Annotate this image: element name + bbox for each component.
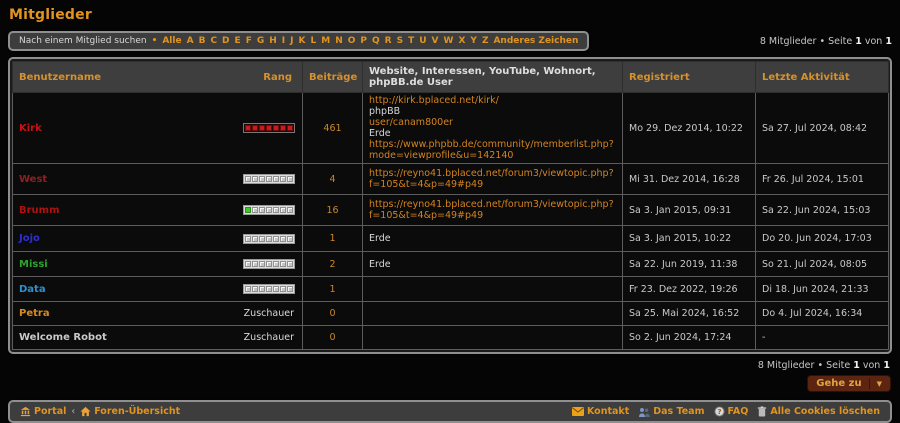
letter-link-B[interactable]: B — [198, 36, 206, 46]
website-link[interactable]: http://kirk.bplaced.net/kirk/ — [369, 95, 499, 106]
last-active-cell: Di 18. Jun 2024, 21:33 — [756, 277, 889, 302]
filter-other-char-link[interactable]: Anderes Zeichen — [493, 36, 579, 46]
header-posts[interactable]: Beiträge — [303, 62, 363, 93]
rank-block — [266, 207, 272, 213]
footer-link-das-team[interactable] — [638, 406, 704, 417]
footer-link-foren-bersicht[interactable] — [80, 406, 180, 417]
letter-link-V[interactable]: V — [431, 36, 439, 46]
posts-count-link[interactable]: 461 — [323, 122, 342, 134]
rank-block — [266, 125, 272, 131]
table-row — [13, 326, 889, 350]
rank-block — [287, 286, 293, 292]
button-divider — [869, 378, 870, 389]
website-link[interactable]: https://www.phpbb.de/community/memberlist.php?mode=viewprofile&u=142140 — [369, 139, 614, 161]
username-cell — [13, 326, 303, 350]
letter-link-A[interactable]: A — [186, 36, 194, 46]
rank-block — [280, 207, 286, 213]
rank-block — [266, 176, 272, 182]
footer-link-faq[interactable] — [714, 406, 749, 417]
last-active-cell: Do 4. Jul 2024, 16:34 — [756, 302, 889, 326]
rank-block — [259, 176, 265, 182]
username-link[interactable]: Missi — [19, 258, 48, 270]
posts-count-link[interactable]: 2 — [329, 258, 336, 270]
website-cell — [363, 252, 623, 277]
rank-image — [243, 259, 295, 269]
page-title: Mitglieder — [9, 7, 92, 23]
letter-link-U[interactable]: U — [419, 36, 427, 46]
letter-link-L[interactable]: L — [310, 36, 317, 46]
website-link[interactable]: user/canam800er — [369, 117, 453, 128]
page-label: Seite — [828, 35, 853, 47]
rank-block — [252, 207, 258, 213]
rank-block — [287, 207, 293, 213]
table-header-row — [13, 62, 889, 93]
registered-cell: Sa 3. Jan 2015, 10:22 — [623, 226, 756, 252]
rank-block — [259, 236, 265, 242]
registered-cell: Fr 23. Dez 2022, 19:26 — [623, 277, 756, 302]
posts-count-link[interactable]: 0 — [329, 332, 336, 343]
rank-block — [252, 125, 258, 131]
rank-label: Zuschauer — [243, 308, 294, 319]
posts-cell — [303, 164, 363, 195]
alphabet-links — [187, 36, 489, 46]
rank-block — [280, 176, 286, 182]
page-label: Seite — [826, 360, 851, 371]
footer-link-kontakt[interactable] — [572, 406, 629, 417]
breadcrumb-separator: ‹ — [71, 406, 76, 417]
rank-block — [245, 125, 251, 131]
username-link[interactable]: Welcome Robot — [19, 332, 107, 343]
rank-block — [273, 207, 279, 213]
posts-cell — [303, 195, 363, 226]
table-row — [13, 93, 889, 164]
members-table-panel — [8, 57, 892, 354]
letter-link-K[interactable]: K — [298, 36, 306, 46]
website-cell — [363, 93, 623, 164]
username-cell — [13, 93, 303, 164]
footer-link-label: Portal — [34, 406, 67, 417]
member-count: 8 Mitglieder — [759, 35, 817, 47]
letter-link-S[interactable]: S — [396, 36, 404, 46]
letter-link-P[interactable]: P — [360, 36, 368, 46]
website-cell — [363, 226, 623, 252]
rank-block — [273, 176, 279, 182]
username-cell — [13, 277, 303, 302]
rank-block — [259, 286, 265, 292]
letter-link-J[interactable]: J — [290, 36, 294, 46]
last-active-cell: Fr 26. Jul 2024, 15:01 — [756, 164, 889, 195]
posts-count-link[interactable]: 1 — [329, 233, 336, 244]
chevron-down-icon[interactable]: ▼ — [876, 379, 882, 388]
footer-link-label: FAQ — [727, 406, 749, 417]
username-cell — [13, 195, 303, 226]
faq-icon — [714, 406, 725, 417]
table-row — [13, 195, 889, 226]
total-pages: 1 — [885, 35, 892, 47]
last-active-cell: So 21. Jul 2024, 08:05 — [756, 252, 889, 277]
team-icon — [638, 407, 650, 417]
goto-button-label: Gehe zu — [816, 378, 862, 389]
header-last-active[interactable]: Letzte Aktivität — [756, 62, 889, 93]
registered-cell: Sa 22. Jun 2019, 11:38 — [623, 252, 756, 277]
bullet-separator: • — [151, 36, 158, 46]
rank-block — [273, 125, 279, 131]
profile-field-text: Erde — [369, 258, 391, 270]
trash-icon — [757, 406, 767, 417]
letter-link-Q[interactable]: Q — [372, 36, 380, 46]
posts-cell — [303, 252, 363, 277]
letter-link-I[interactable]: I — [281, 36, 286, 46]
member-search-bar — [8, 31, 589, 51]
registered-cell: Mo 29. Dez 2014, 10:22 — [623, 93, 756, 164]
rank-block — [280, 261, 286, 267]
letter-link-F[interactable]: F — [245, 36, 252, 46]
footer-link-label: Kontakt — [586, 406, 630, 417]
pagination-top — [760, 36, 892, 47]
members-table-body — [13, 93, 889, 350]
website-cell — [363, 195, 623, 226]
svg-text:?: ? — [716, 407, 722, 417]
header-username[interactable]: Benutzername — [19, 71, 102, 83]
username-cell — [13, 164, 303, 195]
rank-block — [287, 261, 293, 267]
username-link[interactable]: Petra — [19, 308, 50, 319]
posts-cell — [303, 277, 363, 302]
website-cell — [363, 164, 623, 195]
rank-block — [280, 125, 286, 131]
rank-block — [266, 286, 272, 292]
footer-link-alle-cookies-l-schen[interactable] — [757, 406, 880, 417]
posts-cell — [303, 226, 363, 252]
rank-image — [243, 174, 295, 184]
website-cell — [363, 277, 623, 302]
rank-block — [266, 236, 272, 242]
rank-image — [243, 205, 295, 215]
member-count: 8 Mitglieder — [757, 360, 815, 371]
letter-link-W[interactable]: W — [443, 36, 454, 46]
registered-cell: So 2. Jun 2024, 17:24 — [623, 326, 756, 350]
bullet-separator: • — [817, 360, 824, 371]
registered-cell: Sa 25. Mai 2024, 16:52 — [623, 302, 756, 326]
total-pages: 1 — [883, 360, 890, 371]
footer-link-label: Das Team — [653, 406, 705, 417]
last-active-cell: Sa 27. Jul 2024, 08:42 — [756, 93, 889, 164]
rank-label: Zuschauer — [243, 332, 294, 343]
goto-button[interactable] — [807, 375, 891, 392]
posts-count-link[interactable]: 0 — [329, 308, 336, 319]
letter-link-M[interactable]: M — [321, 36, 331, 46]
of-label: von — [862, 360, 881, 371]
last-active-cell: Sa 22. Jun 2024, 15:03 — [756, 195, 889, 226]
rank-image — [243, 284, 295, 294]
last-active-cell: Do 20. Jun 2024, 17:03 — [756, 226, 889, 252]
rank-block — [259, 261, 265, 267]
bullet-separator: • — [819, 35, 826, 47]
rank-block — [287, 125, 293, 131]
home-icon — [80, 406, 91, 417]
letter-link-X[interactable]: X — [458, 36, 466, 46]
rank-block — [245, 207, 251, 213]
of-label: von — [864, 35, 883, 47]
table-row — [13, 226, 889, 252]
letter-link-D[interactable]: D — [222, 36, 230, 46]
rank-block — [287, 236, 293, 242]
rank-block — [259, 125, 265, 131]
letter-link-T[interactable]: T — [408, 36, 415, 46]
rank-image — [243, 123, 295, 133]
registered-cell: Sa 3. Jan 2015, 09:31 — [623, 195, 756, 226]
filter-all-link[interactable]: Alle — [162, 36, 182, 46]
mail-icon — [572, 407, 584, 416]
rank-block — [252, 236, 258, 242]
search-member-link[interactable]: Nach einem Mitglied suchen — [19, 36, 147, 46]
username-link[interactable]: Kirk — [19, 122, 42, 134]
rank-block — [273, 236, 279, 242]
footer-link-portal[interactable] — [20, 406, 66, 417]
footer-links — [563, 406, 880, 417]
posts-cell — [303, 326, 363, 350]
rank-image — [243, 234, 295, 244]
letter-link-Y[interactable]: Y — [470, 36, 477, 46]
table-row — [13, 252, 889, 277]
footer-link-label: Alle Cookies löschen — [770, 406, 880, 417]
website-cell — [363, 302, 623, 326]
rank-block — [245, 286, 251, 292]
rank-block — [280, 236, 286, 242]
rank-block — [280, 286, 286, 292]
letter-link-N[interactable]: N — [335, 36, 343, 46]
table-row — [13, 164, 889, 195]
letter-link-O[interactable]: O — [347, 36, 356, 46]
last-active-cell: - — [756, 326, 889, 350]
rank-block — [252, 176, 258, 182]
header-website: Website, Interessen, YouTube, Wohnort, phpBB.de User — [363, 62, 623, 93]
members-table — [12, 61, 889, 350]
profile-field-text: Erde — [369, 233, 391, 244]
footer-bar — [8, 400, 892, 423]
header-registered[interactable]: Registriert — [623, 62, 756, 93]
rank-block — [259, 207, 265, 213]
pagination-bottom — [10, 360, 890, 371]
letter-link-G[interactable]: G — [256, 36, 265, 46]
website-link[interactable]: https://reyno41.bplaced.net/forum3/viewtopic.php?f=105&t=4&p=49#p49 — [369, 199, 614, 221]
registered-cell: Mi 31. Dez 2014, 16:28 — [623, 164, 756, 195]
rank-block — [287, 176, 293, 182]
posts-cell — [303, 93, 363, 164]
header-rank[interactable]: Rang — [263, 71, 292, 83]
table-row — [13, 277, 889, 302]
posts-count-link[interactable]: 1 — [329, 283, 336, 295]
rank-block — [266, 261, 272, 267]
posts-count-link[interactable]: 16 — [326, 204, 339, 216]
letter-link-R[interactable]: R — [384, 36, 392, 46]
username-cell — [13, 302, 303, 326]
letter-link-H[interactable]: H — [269, 36, 277, 46]
website-link[interactable]: https://reyno41.bplaced.net/forum3/viewtopic.php?f=105&t=4&p=49#p49 — [369, 168, 614, 190]
username-link[interactable]: Brumm — [19, 204, 60, 216]
top-bar — [8, 31, 892, 51]
goto-row — [9, 375, 891, 392]
username-link[interactable]: West — [19, 173, 48, 185]
website-cell — [363, 326, 623, 350]
portal-icon — [20, 406, 31, 417]
current-page: 1 — [853, 360, 860, 371]
letter-link-E[interactable]: E — [234, 36, 241, 46]
username-link[interactable]: Jojo — [19, 233, 40, 244]
rank-block — [273, 286, 279, 292]
rank-block — [273, 261, 279, 267]
rank-block — [245, 236, 251, 242]
rank-block — [252, 286, 258, 292]
letter-link-C[interactable]: C — [210, 36, 218, 46]
username-link[interactable]: Data — [19, 283, 46, 295]
breadcrumb — [20, 406, 180, 417]
table-row — [13, 302, 889, 326]
letter-link-Z[interactable]: Z — [481, 36, 489, 46]
rank-block — [245, 176, 251, 182]
profile-field-text: Erde — [369, 128, 391, 139]
posts-count-link[interactable]: 4 — [329, 173, 336, 185]
profile-field-text: phpBB — [369, 106, 401, 117]
rank-block — [245, 261, 251, 267]
posts-cell — [303, 302, 363, 326]
footer-link-label: Foren-Übersicht — [94, 406, 181, 417]
username-cell — [13, 226, 303, 252]
rank-block — [252, 261, 258, 267]
username-cell — [13, 252, 303, 277]
current-page: 1 — [855, 35, 862, 47]
